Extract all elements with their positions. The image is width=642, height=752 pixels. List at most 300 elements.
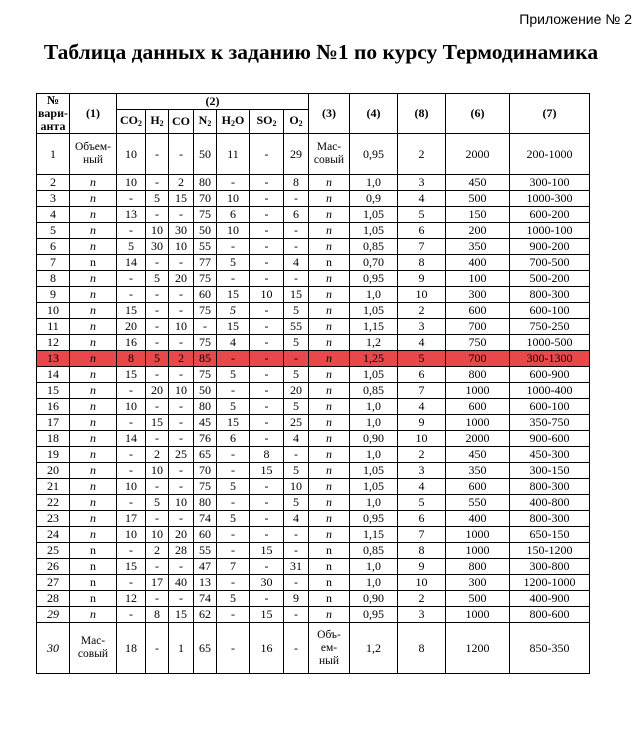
col-6-value: 800 bbox=[446, 559, 510, 575]
col-8-value: 7 bbox=[398, 527, 446, 543]
gas-value: 4 bbox=[284, 255, 309, 271]
gas-value: 15 bbox=[217, 319, 250, 335]
col-3-value-line: Объ- bbox=[317, 628, 341, 641]
variant-number: 25 bbox=[37, 543, 70, 559]
col-7-value: 1000-300 bbox=[510, 191, 590, 207]
col-3-value: n bbox=[309, 239, 350, 255]
variant-number: 26 bbox=[37, 559, 70, 575]
gas-value: - bbox=[169, 207, 194, 223]
col-3-value: n bbox=[309, 367, 350, 383]
col-4-value: 0,95 bbox=[350, 134, 398, 175]
gas-value: 74 bbox=[194, 591, 217, 607]
gas-header-so2: $SO_2$ bbox=[250, 110, 284, 134]
col-7-value: 1000-100 bbox=[510, 223, 590, 239]
col-8-value: 4 bbox=[398, 191, 446, 207]
gas-value: - bbox=[250, 495, 284, 511]
gas-value: 8 bbox=[284, 175, 309, 191]
gas-value: - bbox=[146, 431, 169, 447]
col-6-value: 450 bbox=[446, 175, 510, 191]
col-6-value: 1000 bbox=[446, 607, 510, 623]
gas-value: 2 bbox=[169, 351, 194, 367]
col-6-value: 300 bbox=[446, 575, 510, 591]
col-4-value: 1,0 bbox=[350, 447, 398, 463]
gas-value: - bbox=[250, 591, 284, 607]
gas-value: 10 bbox=[117, 479, 146, 495]
gas-value: - bbox=[146, 287, 169, 303]
col-7-value: 650-150 bbox=[510, 527, 590, 543]
col-4-value: 1,0 bbox=[350, 415, 398, 431]
table-row bbox=[37, 479, 590, 495]
col-8-value: 5 bbox=[398, 207, 446, 223]
gas-value: - bbox=[250, 527, 284, 543]
col-1-value: n bbox=[70, 223, 117, 239]
table-row bbox=[37, 607, 590, 623]
gas-value: 5 bbox=[284, 399, 309, 415]
variant-number: 20 bbox=[37, 463, 70, 479]
col-3-value: n bbox=[309, 335, 350, 351]
gas-subscript: 2 bbox=[231, 118, 235, 128]
gas-value: 15 bbox=[117, 559, 146, 575]
col-3-value: n bbox=[309, 319, 350, 335]
gas-value: - bbox=[250, 367, 284, 383]
col-7-value: 800-300 bbox=[510, 287, 590, 303]
col-6-value: 600 bbox=[446, 399, 510, 415]
gas-value: 10 bbox=[117, 175, 146, 191]
col-1-value: n bbox=[70, 351, 117, 367]
col-7-value: 600-200 bbox=[510, 207, 590, 223]
col-7-value: 200-1000 bbox=[510, 134, 590, 175]
col-6-value: 500 bbox=[446, 191, 510, 207]
header-col-1: (1) bbox=[70, 94, 117, 134]
gas-value: - bbox=[250, 255, 284, 271]
col-8-value: 3 bbox=[398, 463, 446, 479]
col-8-value: 5 bbox=[398, 351, 446, 367]
header-col-7: (7) bbox=[510, 94, 590, 134]
header-variant-line: № bbox=[46, 93, 60, 107]
col-7-value: 1000-500 bbox=[510, 335, 590, 351]
variant-number: 19 bbox=[37, 447, 70, 463]
gas-value: - bbox=[146, 591, 169, 607]
col-8-value: 6 bbox=[398, 223, 446, 239]
col-8-value: 4 bbox=[398, 479, 446, 495]
table-body bbox=[37, 94, 590, 674]
col-1-value: n bbox=[70, 399, 117, 415]
gas-header-h2o: $H_2O$ bbox=[217, 110, 250, 134]
gas-value: - bbox=[217, 239, 250, 255]
gas-value: 80 bbox=[194, 175, 217, 191]
gas-value: - bbox=[217, 575, 250, 591]
gas-value: 31 bbox=[284, 559, 309, 575]
col-1-value: n bbox=[70, 415, 117, 431]
gas-value: 5 bbox=[284, 335, 309, 351]
gas-value: - bbox=[117, 607, 146, 623]
gas-value: - bbox=[117, 383, 146, 399]
table-row bbox=[37, 511, 590, 527]
gas-value: 50 bbox=[194, 134, 217, 175]
gas-value: - bbox=[250, 207, 284, 223]
col-6-value: 750 bbox=[446, 335, 510, 351]
col-6-value: 200 bbox=[446, 223, 510, 239]
col-7-value: 500-200 bbox=[510, 271, 590, 287]
gas-value: 2 bbox=[146, 447, 169, 463]
col-3-value: n bbox=[309, 271, 350, 287]
gas-value: 10 bbox=[146, 527, 169, 543]
col-3-value: n bbox=[309, 287, 350, 303]
table-row bbox=[37, 527, 590, 543]
col-6-value: 1000 bbox=[446, 543, 510, 559]
header-col-4: (4) bbox=[350, 94, 398, 134]
variant-number: 22 bbox=[37, 495, 70, 511]
gas-value: 80 bbox=[194, 495, 217, 511]
col-7-value: 450-300 bbox=[510, 447, 590, 463]
col-4-value: 1,0 bbox=[350, 287, 398, 303]
gas-value: - bbox=[146, 134, 169, 175]
gas-value: - bbox=[169, 463, 194, 479]
gas-value: 75 bbox=[194, 271, 217, 287]
gas-value: - bbox=[169, 511, 194, 527]
table-row bbox=[37, 591, 590, 607]
table-row bbox=[37, 207, 590, 223]
col-6-value: 2000 bbox=[446, 134, 510, 175]
variant-number: 29 bbox=[37, 607, 70, 623]
col-4-value: 0,90 bbox=[350, 591, 398, 607]
table-row bbox=[37, 431, 590, 447]
variant-number: 21 bbox=[37, 479, 70, 495]
col-3-value: n bbox=[309, 543, 350, 559]
gas-value: 60 bbox=[194, 527, 217, 543]
gas-value: 16 bbox=[117, 335, 146, 351]
gas-value: - bbox=[217, 175, 250, 191]
variant-number: 10 bbox=[37, 303, 70, 319]
header-col-2: (2) bbox=[117, 94, 309, 110]
gas-header-o2: $O_2$ bbox=[284, 110, 309, 134]
gas-value: 10 bbox=[284, 479, 309, 495]
col-4-value: 1,0 bbox=[350, 495, 398, 511]
variant-number: 2 bbox=[37, 175, 70, 191]
col-8-value: 6 bbox=[398, 367, 446, 383]
gas-value: - bbox=[146, 175, 169, 191]
gas-value: 5 bbox=[217, 399, 250, 415]
gas-value: 5 bbox=[217, 255, 250, 271]
col-6-value: 100 bbox=[446, 271, 510, 287]
gas-value: 16 bbox=[250, 623, 284, 674]
gas-value: 15 bbox=[169, 607, 194, 623]
header-variant-line: вари- bbox=[37, 106, 69, 120]
col-1-value: n bbox=[70, 175, 117, 191]
col-1-value: n bbox=[70, 607, 117, 623]
col-8-value: 10 bbox=[398, 431, 446, 447]
gas-value: 15 bbox=[217, 415, 250, 431]
col-3-value-line: совый bbox=[313, 154, 345, 166]
gas-value: 10 bbox=[117, 399, 146, 415]
table-row bbox=[37, 463, 590, 479]
gas-value: 9 bbox=[284, 591, 309, 607]
col-6-value: 600 bbox=[446, 303, 510, 319]
gas-value: 10 bbox=[217, 191, 250, 207]
col-6-value: 300 bbox=[446, 287, 510, 303]
col-7-value: 900-200 bbox=[510, 239, 590, 255]
gas-subscript: 2 bbox=[272, 118, 277, 128]
gas-value: - bbox=[250, 431, 284, 447]
gas-value: 50 bbox=[194, 383, 217, 399]
col-6-value: 700 bbox=[446, 351, 510, 367]
gas-value: 65 bbox=[194, 623, 217, 674]
gas-value: 18 bbox=[117, 623, 146, 674]
gas-value: - bbox=[284, 271, 309, 287]
col-3-value: n bbox=[309, 399, 350, 415]
gas-value: 5 bbox=[146, 271, 169, 287]
gas-value: 15 bbox=[284, 287, 309, 303]
gas-value: - bbox=[146, 367, 169, 383]
gas-value: 62 bbox=[194, 607, 217, 623]
col-4-value: 0,85 bbox=[350, 543, 398, 559]
gas-value: 5 bbox=[284, 463, 309, 479]
variant-number: 8 bbox=[37, 271, 70, 287]
gas-value: - bbox=[217, 543, 250, 559]
col-6-value: 800 bbox=[446, 367, 510, 383]
gas-value: - bbox=[250, 335, 284, 351]
gas-value: - bbox=[250, 271, 284, 287]
col-6-value: 150 bbox=[446, 207, 510, 223]
appendix-label: Приложение № 2 bbox=[519, 11, 632, 27]
gas-value: 11 bbox=[217, 134, 250, 175]
col-3-value: n bbox=[309, 559, 350, 575]
gas-value: 75 bbox=[194, 367, 217, 383]
gas-value: - bbox=[117, 223, 146, 239]
col-3-value: n bbox=[309, 495, 350, 511]
gas-value: - bbox=[217, 383, 250, 399]
gas-value: 70 bbox=[194, 463, 217, 479]
col-4-value: 0,90 bbox=[350, 431, 398, 447]
gas-header-h2: $H_2$ bbox=[146, 110, 169, 134]
gas-value: - bbox=[250, 559, 284, 575]
col-8-value: 8 bbox=[398, 623, 446, 674]
gas-value: - bbox=[217, 623, 250, 674]
col-8-value: 8 bbox=[398, 255, 446, 271]
col-1-value bbox=[70, 134, 117, 175]
col-4-value: 1,25 bbox=[350, 351, 398, 367]
gas-value: - bbox=[146, 559, 169, 575]
table-row bbox=[37, 271, 590, 287]
table-row bbox=[37, 415, 590, 431]
header-col-8: (8) bbox=[398, 94, 446, 134]
col-1-value: n bbox=[70, 271, 117, 287]
col-8-value: 8 bbox=[398, 543, 446, 559]
gas-value: - bbox=[146, 479, 169, 495]
col-4-value: 0,95 bbox=[350, 607, 398, 623]
gas-value: 25 bbox=[284, 415, 309, 431]
col-6-value: 400 bbox=[446, 511, 510, 527]
variant-number: 3 bbox=[37, 191, 70, 207]
col-3-value: n bbox=[309, 511, 350, 527]
gas-value: 40 bbox=[169, 575, 194, 591]
gas-value: - bbox=[194, 319, 217, 335]
gas-value: 5 bbox=[217, 303, 250, 319]
gas-value: - bbox=[217, 463, 250, 479]
table-row bbox=[37, 559, 590, 575]
variant-number: 13 bbox=[37, 351, 70, 367]
gas-value: 14 bbox=[117, 255, 146, 271]
gas-value: - bbox=[250, 239, 284, 255]
table-row bbox=[37, 319, 590, 335]
gas-value: - bbox=[169, 335, 194, 351]
col-8-value: 7 bbox=[398, 383, 446, 399]
gas-value: 14 bbox=[117, 431, 146, 447]
col-4-value: 1,05 bbox=[350, 207, 398, 223]
col-4-value: 1,05 bbox=[350, 479, 398, 495]
col-3-value: n bbox=[309, 479, 350, 495]
gas-value: 65 bbox=[194, 447, 217, 463]
gas-value: 7 bbox=[217, 559, 250, 575]
gas-value: - bbox=[284, 575, 309, 591]
col-3-value: n bbox=[309, 575, 350, 591]
gas-value: 85 bbox=[194, 351, 217, 367]
col-3-value: n bbox=[309, 255, 350, 271]
col-1-value-line: Объем- bbox=[74, 141, 112, 153]
col-3-value: n bbox=[309, 351, 350, 367]
col-8-value: 2 bbox=[398, 447, 446, 463]
gas-value: - bbox=[169, 559, 194, 575]
table-row bbox=[37, 575, 590, 591]
col-1-value: n bbox=[70, 495, 117, 511]
gas-value: - bbox=[284, 191, 309, 207]
col-3-value: n bbox=[309, 447, 350, 463]
gas-value: 15 bbox=[217, 287, 250, 303]
gas-value: 10 bbox=[146, 223, 169, 239]
col-8-value: 3 bbox=[398, 175, 446, 191]
gas-value: 5 bbox=[146, 495, 169, 511]
table-row bbox=[37, 543, 590, 559]
gas-value: 5 bbox=[217, 511, 250, 527]
col-7-value: 150-1200 bbox=[510, 543, 590, 559]
gas-value: 15 bbox=[117, 367, 146, 383]
gas-value: 29 bbox=[284, 134, 309, 175]
gas-value: - bbox=[169, 431, 194, 447]
gas-value: 75 bbox=[194, 207, 217, 223]
gas-value: 30 bbox=[169, 223, 194, 239]
col-7-value: 700-500 bbox=[510, 255, 590, 271]
gas-value: 4 bbox=[217, 335, 250, 351]
col-1-value: n bbox=[70, 559, 117, 575]
col-1-value: n bbox=[70, 591, 117, 607]
gas-value: 55 bbox=[194, 543, 217, 559]
col-1-value: n bbox=[70, 239, 117, 255]
header-variant-line: анта bbox=[40, 119, 66, 133]
col-3-value: n bbox=[309, 591, 350, 607]
col-4-value: 1,15 bbox=[350, 319, 398, 335]
col-7-value: 800-600 bbox=[510, 607, 590, 623]
variant-number: 6 bbox=[37, 239, 70, 255]
gas-value: - bbox=[146, 399, 169, 415]
gas-subscript: 2 bbox=[207, 118, 212, 128]
col-1-value: n bbox=[70, 543, 117, 559]
col-6-value: 550 bbox=[446, 495, 510, 511]
gas-value: - bbox=[250, 511, 284, 527]
gas-value: - bbox=[169, 287, 194, 303]
gas-value: 6 bbox=[217, 207, 250, 223]
col-3-value-line: ный bbox=[318, 654, 340, 667]
gas-value: - bbox=[284, 623, 309, 674]
col-7-value: 400-800 bbox=[510, 495, 590, 511]
col-1-value: n bbox=[70, 479, 117, 495]
gas-value: - bbox=[250, 479, 284, 495]
gas-value: 28 bbox=[169, 543, 194, 559]
gas-value: 4 bbox=[284, 511, 309, 527]
gas-value: - bbox=[146, 511, 169, 527]
variant-number: 9 bbox=[37, 287, 70, 303]
gas-value: - bbox=[250, 383, 284, 399]
table-row bbox=[37, 191, 590, 207]
gas-header-co2: $CO_2$ bbox=[117, 110, 146, 134]
gas-value: 30 bbox=[146, 239, 169, 255]
page-title: Таблица данных к заданию №1 по курсу Термодинамика bbox=[43, 40, 599, 64]
col-3-value: n bbox=[309, 207, 350, 223]
gas-value: 5 bbox=[146, 191, 169, 207]
variant-number: 28 bbox=[37, 591, 70, 607]
gas-value: 13 bbox=[194, 575, 217, 591]
col-1-value: n bbox=[70, 511, 117, 527]
gas-value: - bbox=[169, 415, 194, 431]
table-row bbox=[37, 287, 590, 303]
gas-value: - bbox=[250, 134, 284, 175]
col-7-value: 1200-1000 bbox=[510, 575, 590, 591]
gas-value: 20 bbox=[117, 319, 146, 335]
col-4-value: 0,70 bbox=[350, 255, 398, 271]
col-7-value: 300-800 bbox=[510, 559, 590, 575]
gas-value: - bbox=[169, 255, 194, 271]
col-4-value: 1,0 bbox=[350, 575, 398, 591]
col-1-value: n bbox=[70, 447, 117, 463]
col-4-value: 1,05 bbox=[350, 223, 398, 239]
gas-value: - bbox=[117, 271, 146, 287]
variant-number: 27 bbox=[37, 575, 70, 591]
table-row bbox=[37, 335, 590, 351]
gas-value: - bbox=[250, 303, 284, 319]
col-8-value: 9 bbox=[398, 415, 446, 431]
col-6-value: 450 bbox=[446, 447, 510, 463]
variant-number: 12 bbox=[37, 335, 70, 351]
col-7-value: 300-150 bbox=[510, 463, 590, 479]
gas-value: 6 bbox=[284, 207, 309, 223]
gas-value: - bbox=[117, 463, 146, 479]
table-row bbox=[37, 383, 590, 399]
col-4-value: 1,0 bbox=[350, 399, 398, 415]
col-6-value: 400 bbox=[446, 255, 510, 271]
gas-value: - bbox=[217, 495, 250, 511]
gas-value: 5 bbox=[284, 303, 309, 319]
gas-value: - bbox=[146, 303, 169, 319]
col-1-value: n bbox=[70, 207, 117, 223]
col-7-value: 750-250 bbox=[510, 319, 590, 335]
gas-value: - bbox=[284, 239, 309, 255]
gas-value: 2 bbox=[169, 175, 194, 191]
col-6-value: 500 bbox=[446, 591, 510, 607]
col-4-value: 1,05 bbox=[350, 303, 398, 319]
gas-value: 1 bbox=[169, 623, 194, 674]
col-1-value: n bbox=[70, 287, 117, 303]
variant-number: 4 bbox=[37, 207, 70, 223]
col-3-value-line: ем- bbox=[320, 641, 338, 654]
col-6-value: 1200 bbox=[446, 623, 510, 674]
variant-number: 11 bbox=[37, 319, 70, 335]
col-3-value: n bbox=[309, 223, 350, 239]
gas-value: - bbox=[250, 319, 284, 335]
header-variant bbox=[37, 94, 70, 134]
col-3-value: n bbox=[309, 415, 350, 431]
gas-value: 8 bbox=[117, 351, 146, 367]
gas-value: 80 bbox=[194, 399, 217, 415]
header-col-3: (3) bbox=[309, 94, 350, 134]
